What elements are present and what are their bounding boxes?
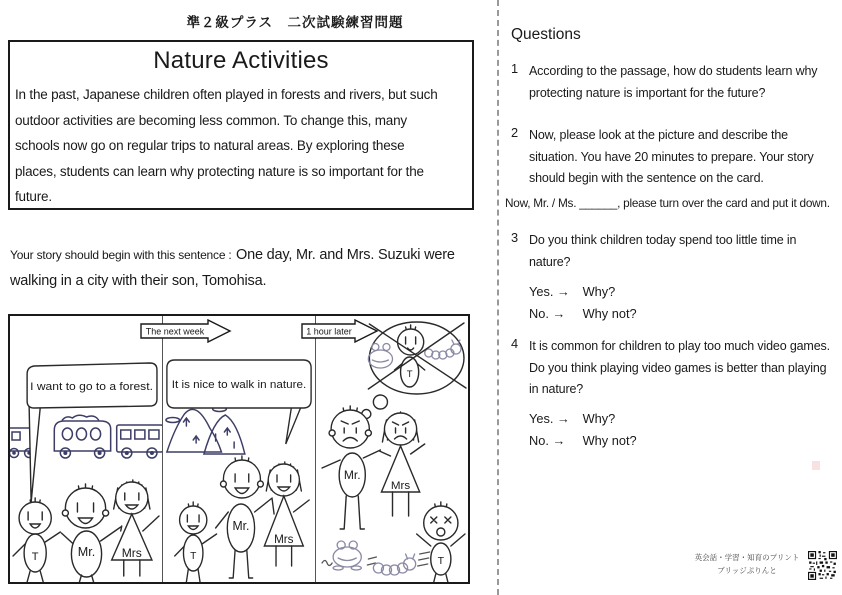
motion-squiggle <box>322 561 332 566</box>
dashed-divider <box>497 0 499 595</box>
comic-panel-2 <box>162 316 316 582</box>
qr-code-icon <box>808 550 837 581</box>
no-answer: No. → <box>529 306 566 321</box>
yes-follow-up: Why? <box>582 411 616 426</box>
passage-line: In the past, Japanese children often played in forests and rivers, but such <box>15 87 438 102</box>
time-arrow-next-week <box>140 319 234 343</box>
passage-line: outdoor activities are becoming less common. To change this, many <box>15 112 407 128</box>
father-label: Mr. <box>232 518 250 534</box>
question-number: 3 <box>511 230 519 245</box>
frog-icon <box>333 541 361 570</box>
speech-bubble <box>167 360 311 444</box>
father-figure <box>216 456 273 578</box>
mountain-icon <box>166 407 245 455</box>
father-figure-worried <box>322 406 380 529</box>
comic-panel-1 <box>10 316 162 582</box>
passage-line: future. <box>15 189 52 204</box>
publisher-footer <box>688 551 806 577</box>
question-4 <box>511 336 837 401</box>
story-line-1: One day, Mr. and Mrs. Suzuki were <box>236 247 455 263</box>
story-sentence <box>10 246 476 289</box>
question-3-no-line <box>529 306 637 321</box>
child-figure <box>175 502 217 582</box>
question-number: 4 <box>511 336 519 351</box>
question-line: in nature? <box>529 382 584 396</box>
child-figure-scared <box>417 502 465 582</box>
no-follow-up: Why not? <box>582 433 637 448</box>
question-line: Now, please look at the picture and describe the <box>529 128 788 142</box>
story-prefix: Your story should begin with this sentence : <box>10 248 232 262</box>
question-line: nature? <box>529 254 571 269</box>
passage-line: places, students can learn why protecting nature is so important for the <box>15 163 424 179</box>
question-line: According to the passage, how do students learn why <box>529 64 818 78</box>
child-label: T <box>190 550 197 563</box>
no-answer: No. → <box>529 433 566 448</box>
speech-bubble <box>27 363 157 502</box>
comic-strip <box>8 314 470 584</box>
child-label: T <box>31 551 39 563</box>
question-line: situation. You have 20 minutes to prepare. Your story <box>529 149 814 164</box>
child-label: T <box>437 555 445 567</box>
passage-card <box>8 40 474 210</box>
bus-icon <box>117 425 162 458</box>
question-line: protecting nature is important for the future? <box>529 85 766 100</box>
print-artifact <box>812 461 820 470</box>
father-label: Mr. <box>343 468 361 482</box>
time-arrow-hour-later <box>301 319 379 343</box>
footer-line-1: 英会話・学習・知育のプリント <box>694 553 800 562</box>
question-4-no-line <box>529 433 637 448</box>
thought-child-label: T <box>406 369 413 380</box>
footer-line-2: ブリッジぷりんと <box>717 566 777 575</box>
question-number: 1 <box>511 61 519 76</box>
father-label: Mr. <box>77 545 96 559</box>
page-title: 準２級プラス 二次試験練習問題 <box>186 15 404 30</box>
time-arrow-label: The next week <box>145 326 205 337</box>
passage-title: Nature Activities <box>153 47 329 74</box>
passage-text <box>10 82 472 210</box>
speech-bubble-text: I want to go to a forest. <box>30 381 153 393</box>
question-line: should begin with the sentence on the card. <box>529 171 764 185</box>
yes-answer: Yes. → <box>529 284 570 299</box>
question-2 <box>511 125 837 190</box>
question-4-yes-line <box>529 411 615 426</box>
mother-label: Mrs <box>390 480 411 492</box>
mother-label: Mrs <box>274 531 294 547</box>
speech-bubble-text: It is nice to walk in nature. <box>171 378 307 392</box>
yes-follow-up: Why? <box>582 284 616 299</box>
comic-panel-3 <box>316 316 468 582</box>
mother-figure-worried <box>379 412 424 516</box>
passage-line: schools now go on regular trips to natural areas. By exploring these <box>15 138 405 153</box>
bus-icon <box>54 415 110 458</box>
question-3-yes-line <box>529 284 615 299</box>
child-figure <box>13 498 60 582</box>
father-figure <box>61 484 120 582</box>
question-number: 2 <box>511 125 519 140</box>
time-arrow-label: 1 hour later <box>306 326 352 337</box>
question-1 <box>511 61 837 104</box>
examiner-note: Now, Mr. / Ms. ______, please turn over the card and put it down. <box>505 196 830 210</box>
mother-label: Mrs <box>121 546 142 560</box>
questions-heading: Questions <box>511 26 581 43</box>
question-line: Do you think playing video games is better than playing <box>529 360 827 375</box>
mother-figure <box>264 462 309 566</box>
story-line-2: walking in a city with their son, Tomohisa. <box>10 273 267 289</box>
no-follow-up: Why not? <box>582 306 637 321</box>
caterpillar-icon <box>373 554 415 575</box>
yes-answer: Yes. → <box>529 411 570 426</box>
motion-dashes <box>418 552 430 566</box>
question-3 <box>511 230 837 273</box>
question-line: Do you think children today spend too little time in <box>529 233 797 247</box>
question-line: It is common for children to play too much video games. <box>529 339 830 353</box>
